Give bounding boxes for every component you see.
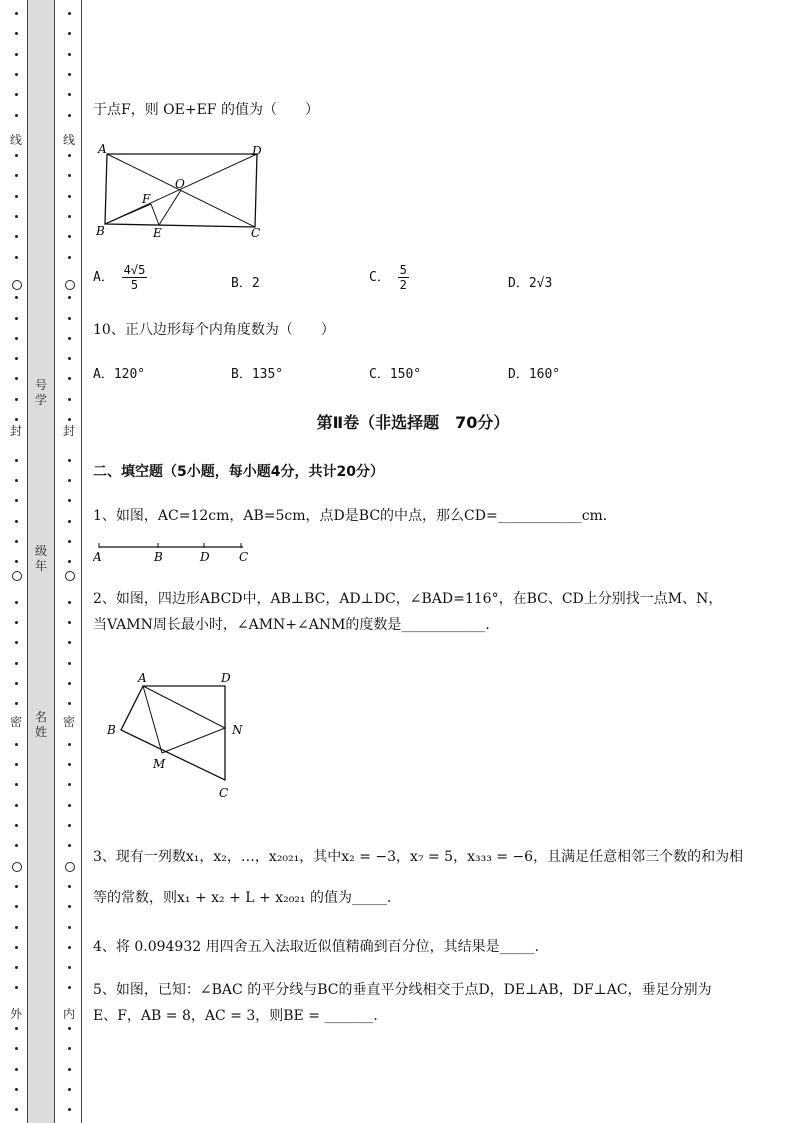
margin-dot [68, 174, 71, 177]
q9-option-c[interactable]: C． $\frac{5}{2}$ [369, 263, 407, 292]
margin-dot [68, 1088, 71, 1091]
outer-marker-seal: 封 [10, 424, 23, 438]
margin-dot [15, 73, 18, 76]
q2-label-d: D [221, 671, 231, 685]
margin-dot [15, 499, 18, 502]
margin-dot [15, 986, 18, 989]
margin-dot [68, 337, 71, 340]
q9-label-e: E [153, 226, 162, 240]
margin-dot [68, 824, 71, 827]
margin-dot [15, 296, 18, 299]
margin-dot [68, 986, 71, 989]
margin-dot [15, 235, 18, 238]
fill-question-3-line-2: 等的常数，则x₁ + x₂ + L + x₂₀₂₁ 的值为_____． [93, 890, 401, 906]
q10-option-a[interactable]: A．120° [93, 367, 146, 382]
margin-dot [15, 1108, 18, 1111]
margin-dot [15, 459, 18, 462]
margin-dot [15, 621, 18, 624]
margin-dot [15, 53, 18, 56]
margin-dot [15, 114, 18, 117]
q9-option-d[interactable]: D．2√3 [508, 276, 553, 291]
q9-label-d: D [252, 144, 262, 158]
question-9-tail: 于点F，则 OE+EF 的值为（ ） [93, 102, 319, 118]
margin-dot [68, 1047, 71, 1050]
margin-dot [68, 459, 71, 462]
punch-hole-circle [12, 862, 22, 872]
content-border-line [81, 0, 82, 1123]
q1-label-a: A [93, 550, 102, 564]
name-label: 名姓 [35, 710, 48, 739]
margin-dot [15, 885, 18, 888]
student-number-label: 号学 [35, 378, 48, 407]
margin-dot [15, 317, 18, 320]
question-10: 10、正八边形每个内角度数为（ ） [93, 322, 335, 338]
margin-dot [15, 804, 18, 807]
margin-dot [68, 1108, 71, 1111]
q9-label-c: C [251, 226, 261, 240]
fill-question-1: 1、如图，AC=12cm，AB=5cm，点D是BC的中点，那么CD=____________cm． [93, 508, 617, 524]
margin-dot [68, 621, 71, 624]
margin-dot [68, 763, 71, 766]
margin-dot [68, 195, 71, 198]
q1-segment-figure [93, 537, 253, 567]
inner-marker-seal: 封 [63, 424, 76, 438]
margin-dot [15, 743, 18, 746]
q1-label-d: D [200, 550, 210, 564]
margin-dot [68, 682, 71, 685]
margin-dot [68, 418, 71, 421]
margin-dot [15, 1068, 18, 1071]
margin-dot [15, 926, 18, 929]
q9-label-a: A [98, 142, 107, 156]
section-2-title: 二、填空题（5小题，每小题4分，共计20分） [93, 464, 384, 480]
q9-option-a[interactable]: A． $\frac{4√5}{5}$ [93, 263, 146, 292]
q10-option-b[interactable]: B．135° [231, 367, 284, 382]
margin-dot [15, 560, 18, 563]
margin-dot [68, 296, 71, 299]
outer-marker-outside: 外 [10, 1007, 23, 1021]
margin-dot [68, 398, 71, 401]
margin-dot [68, 844, 71, 847]
margin-dot [68, 73, 71, 76]
punch-hole-circle [12, 280, 22, 290]
margin-dot [68, 966, 71, 969]
margin-dot [15, 1027, 18, 1030]
punch-hole-circle [65, 280, 75, 290]
margin-dot [68, 93, 71, 96]
margin-dot [68, 540, 71, 543]
margin-dot [68, 601, 71, 604]
margin-dot [15, 195, 18, 198]
grade-label: 级年 [35, 544, 48, 573]
margin-dot [15, 763, 18, 766]
margin-dot [15, 377, 18, 380]
margin-dot [68, 256, 71, 259]
fill-question-3-line-1: 3、现有一列数x₁，x₂，…，x₂₀₂₁，其中x₂ = −3，x₇ = 5，x₃₃₃ = −6，且满足任意相邻三个数的和为相 [93, 849, 744, 865]
inner-marker-line: 线 [63, 133, 76, 147]
margin-dot [68, 560, 71, 563]
margin-dot [15, 1088, 18, 1091]
margin-dot [68, 154, 71, 157]
margin-dot [68, 215, 71, 218]
margin-dot [15, 154, 18, 157]
margin-dot [68, 357, 71, 360]
fill-question-2-line-1: 2、如图，四边形ABCD中，AB⊥BC，AD⊥DC，∠BAD=116°，在BC、CD上分别找一点M、N， [93, 591, 723, 607]
margin-dot [15, 946, 18, 949]
margin-dot [68, 32, 71, 35]
margin-dot [15, 966, 18, 969]
margin-dot [15, 337, 18, 340]
margin-dot [15, 93, 18, 96]
margin-dot [15, 601, 18, 604]
margin-dot [15, 520, 18, 523]
margin-dot [15, 398, 18, 401]
margin-dot [15, 905, 18, 908]
margin-dot [68, 53, 71, 56]
punch-hole-circle [12, 571, 22, 581]
q2-quadrilateral-figure [101, 666, 261, 806]
inner-marker-secret: 密 [63, 715, 76, 729]
margin-dot [68, 926, 71, 929]
q1-label-c: C [239, 550, 249, 564]
student-info-strip [27, 0, 55, 1123]
margin-dot [68, 479, 71, 482]
margin-dot [15, 641, 18, 644]
part-2-title: 第Ⅱ卷（非选择题 70分） [316, 413, 510, 432]
margin-dot [68, 235, 71, 238]
q9-label-f: F [142, 192, 151, 206]
margin-dot [15, 662, 18, 665]
outer-marker-line: 线 [10, 133, 23, 147]
q9-label-b: B [96, 224, 105, 238]
q2-label-b: B [107, 723, 116, 737]
fill-question-5-line-2: E、F，AB = 8，AC = 3，则BE = _______． [93, 1008, 388, 1024]
fill-question-4: 4、将 0.094932 用四舍五入法取近似值精确到百分位，其结果是_____． [93, 939, 549, 955]
margin-dot [15, 682, 18, 685]
margin-dot [68, 662, 71, 665]
margin-dot [68, 743, 71, 746]
margin-dot [68, 1068, 71, 1071]
margin-dot [15, 215, 18, 218]
fill-question-5-line-1: 5、如图，已知：∠BAC 的平分线与BC的垂直平分线相交于点D，DE⊥AB，DF⊥AC，垂足分别为 [93, 982, 712, 998]
q2-label-c: C [219, 786, 229, 800]
margin-dot [15, 702, 18, 705]
margin-dot [15, 824, 18, 827]
margin-dot [68, 12, 71, 15]
margin-dot [15, 32, 18, 35]
margin-dot [15, 844, 18, 847]
punch-hole-circle [65, 571, 75, 581]
margin-dot [68, 499, 71, 502]
q2-label-m: M [153, 757, 166, 771]
margin-dot [68, 783, 71, 786]
q1-label-b: B [154, 550, 163, 564]
margin-dot [68, 377, 71, 380]
inner-marker-inside: 内 [63, 1007, 76, 1021]
margin-dot [68, 641, 71, 644]
q10-option-c[interactable]: C．150° [369, 367, 422, 382]
margin-dot [68, 804, 71, 807]
q9-rectangle-figure [95, 140, 265, 240]
q2-label-a: A [138, 671, 147, 685]
margin-dot [15, 540, 18, 543]
margin-dot [15, 12, 18, 15]
q9-option-b[interactable]: B．2 [231, 276, 260, 291]
margin-dot [15, 256, 18, 259]
margin-dot [68, 317, 71, 320]
margin-dot [68, 905, 71, 908]
margin-dot [15, 1047, 18, 1050]
margin-dot [68, 702, 71, 705]
margin-dot [15, 174, 18, 177]
margin-dot [68, 885, 71, 888]
margin-dot [68, 946, 71, 949]
q10-option-d[interactable]: D．160° [508, 367, 561, 382]
outer-marker-secret: 密 [10, 715, 23, 729]
margin-dot [15, 357, 18, 360]
margin-dot [68, 114, 71, 117]
q9-label-o: O [175, 177, 185, 191]
margin-dot [68, 520, 71, 523]
margin-dot [15, 783, 18, 786]
fill-question-2-line-2: 当VAMN周长最小时，∠AMN+∠ANM的度数是____________． [93, 617, 500, 633]
margin-dot [68, 1027, 71, 1030]
margin-dot [15, 418, 18, 421]
margin-dot [15, 479, 18, 482]
punch-hole-circle [65, 862, 75, 872]
q2-label-n: N [232, 723, 243, 737]
